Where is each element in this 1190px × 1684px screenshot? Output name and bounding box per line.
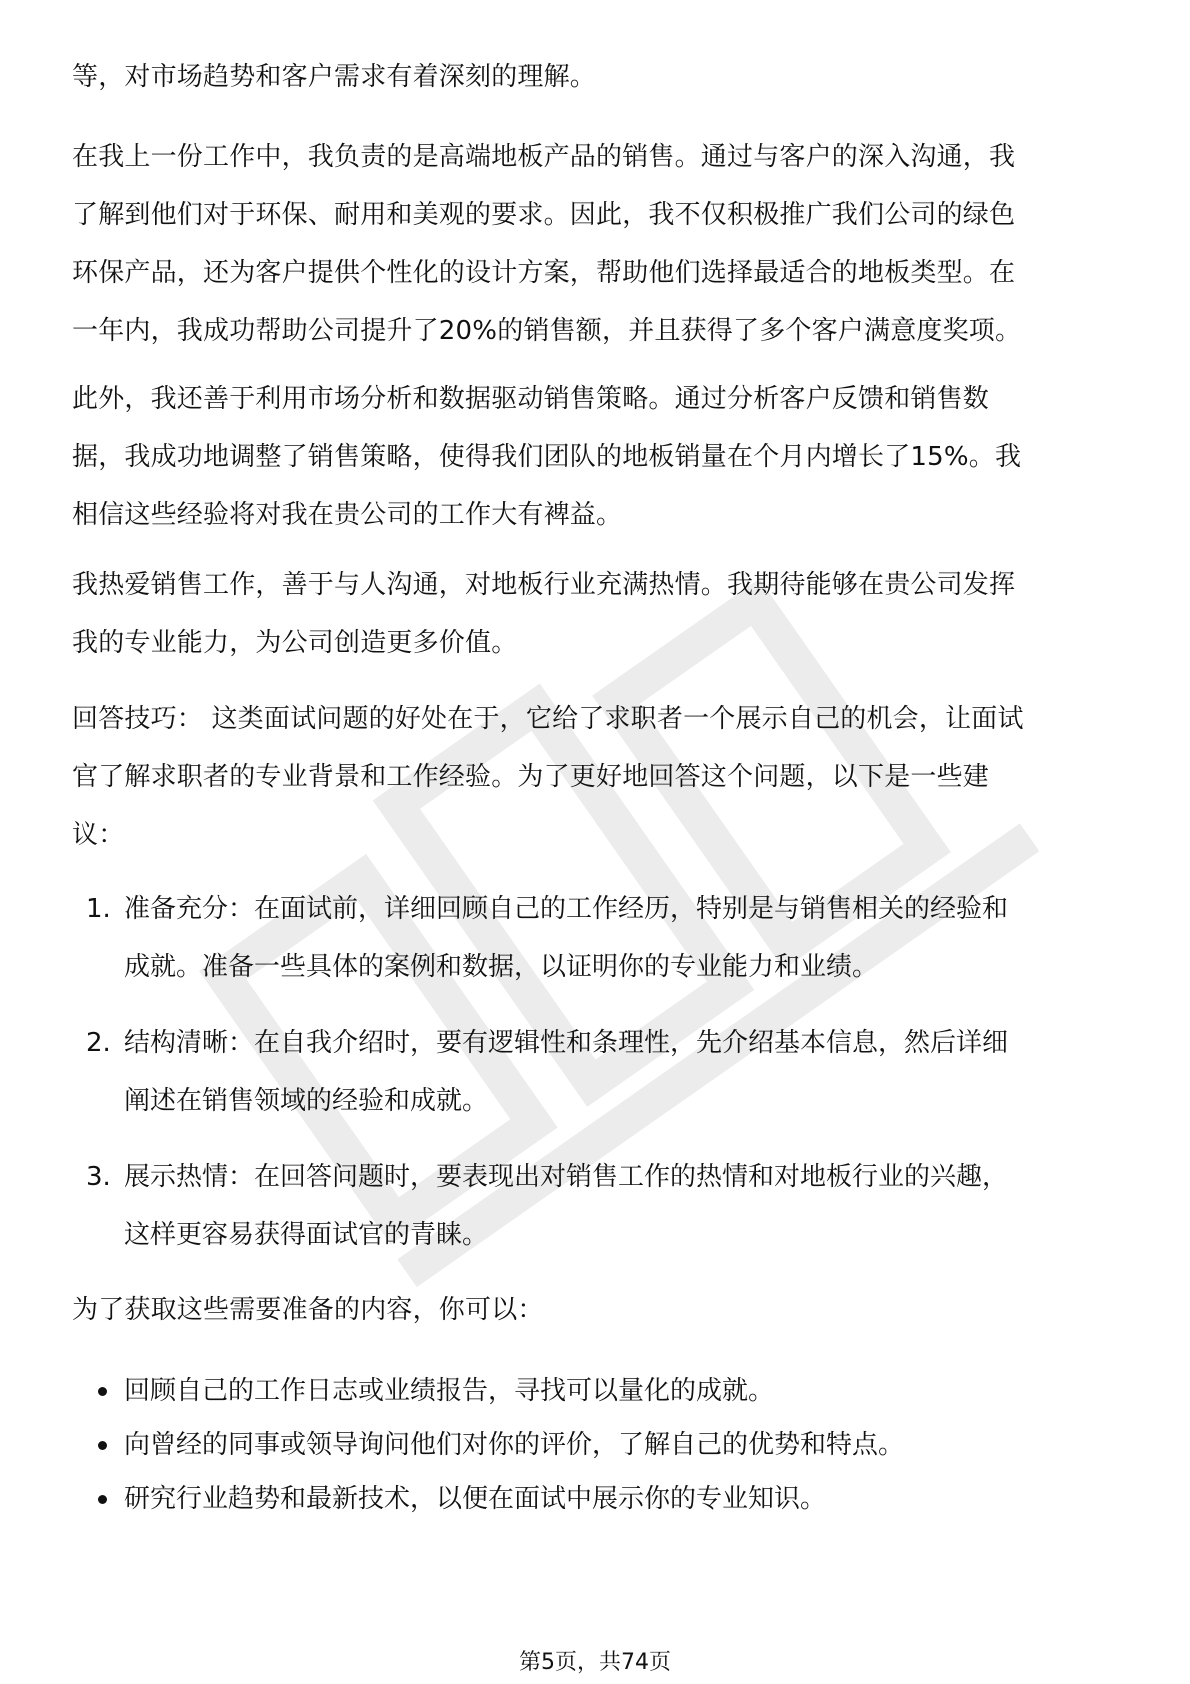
text-line: 为了获取这些需要准备的内容，你可以：	[72, 1295, 544, 1325]
bullet-text: 向曾经的同事或领导询问他们对你的评价，了解自己的优势和特点。	[124, 1430, 905, 1460]
bullet-text: 回顾自己的工作日志或业绩报告，寻找可以量化的成就。	[124, 1376, 775, 1406]
text-line: 议：	[72, 820, 125, 850]
text-line: 结构清晰：在自我介绍时，要有逻辑性和条理性，先介绍基本信息，然后详细	[124, 1028, 1009, 1058]
paragraph-answer-tips	[72, 690, 1132, 864]
list-number: 2.	[86, 1028, 111, 1058]
paragraph-bullets-intro	[72, 1281, 1132, 1339]
text-line: 展示热情：在回答问题时，要表现出对销售工作的热情和对地板行业的兴趣，	[124, 1162, 1009, 1192]
bullet-dot-icon	[98, 1495, 107, 1504]
text-line: 环保产品，还为客户提供个性化的设计方案，帮助他们选择最适合的地板类型。在	[72, 258, 1016, 288]
list-number: 1.	[86, 894, 111, 924]
text-line: 回答技巧： 这类面试问题的好处在于，它给了求职者一个展示自己的机会，让面试	[72, 704, 1024, 734]
text-line: 等，对市场趋势和客户需求有着深刻的理解。	[72, 62, 597, 92]
text-line: 官了解求职者的专业背景和工作经验。为了更好地回答这个问题，以下是一些建	[72, 762, 990, 792]
paragraph-intro	[72, 48, 1132, 106]
page-footer: 第5页，共74页	[519, 1650, 671, 1675]
text-line: 准备充分：在面试前，详细回顾自己的工作经历，特别是与销售相关的经验和	[124, 894, 1009, 924]
text-line: 一年内，我成功帮助公司提升了20%的销售额，并且获得了多个客户满意度奖项。	[72, 316, 1022, 346]
text-line: 在我上一份工作中，我负责的是高端地板产品的销售。通过与客户的深入沟通，我	[72, 142, 1016, 172]
text-line: 阐述在销售领域的经验和成就。	[124, 1086, 489, 1116]
bullet-dot-icon	[98, 1441, 107, 1450]
text-line: 我的专业能力，为公司创造更多价值。	[72, 628, 518, 658]
text-line: 成就。准备一些具体的案例和数据，以证明你的专业能力和业绩。	[124, 952, 879, 982]
paragraph-passion	[72, 556, 1132, 672]
text-line: 此外，我还善于利用市场分析和数据驱动销售策略。通过分析客户反馈和销售数	[72, 384, 990, 414]
bullet-text: 研究行业趋势和最新技术，以便在面试中展示你的专业知识。	[124, 1484, 827, 1514]
bullet-dot-icon	[98, 1387, 107, 1396]
text-line: 据，我成功地调整了销售策略，使得我们团队的地板销量在个月内增长了15%。我	[72, 442, 1022, 472]
text-line: 这样更容易获得面试官的青睐。	[124, 1220, 489, 1250]
paragraph-previous-job	[72, 128, 1132, 360]
paragraph-data-driven	[72, 370, 1132, 544]
text-line: 相信这些经验将对我在贵公司的工作大有裨益。	[72, 500, 623, 530]
text-line: 了解到他们对于环保、耐用和美观的要求。因此，我不仅积极推广我们公司的绿色	[72, 200, 1016, 230]
text-line: 我热爱销售工作，善于与人沟通，对地板行业充满热情。我期待能够在贵公司发挥	[72, 570, 1016, 600]
list-number: 3.	[86, 1162, 111, 1192]
